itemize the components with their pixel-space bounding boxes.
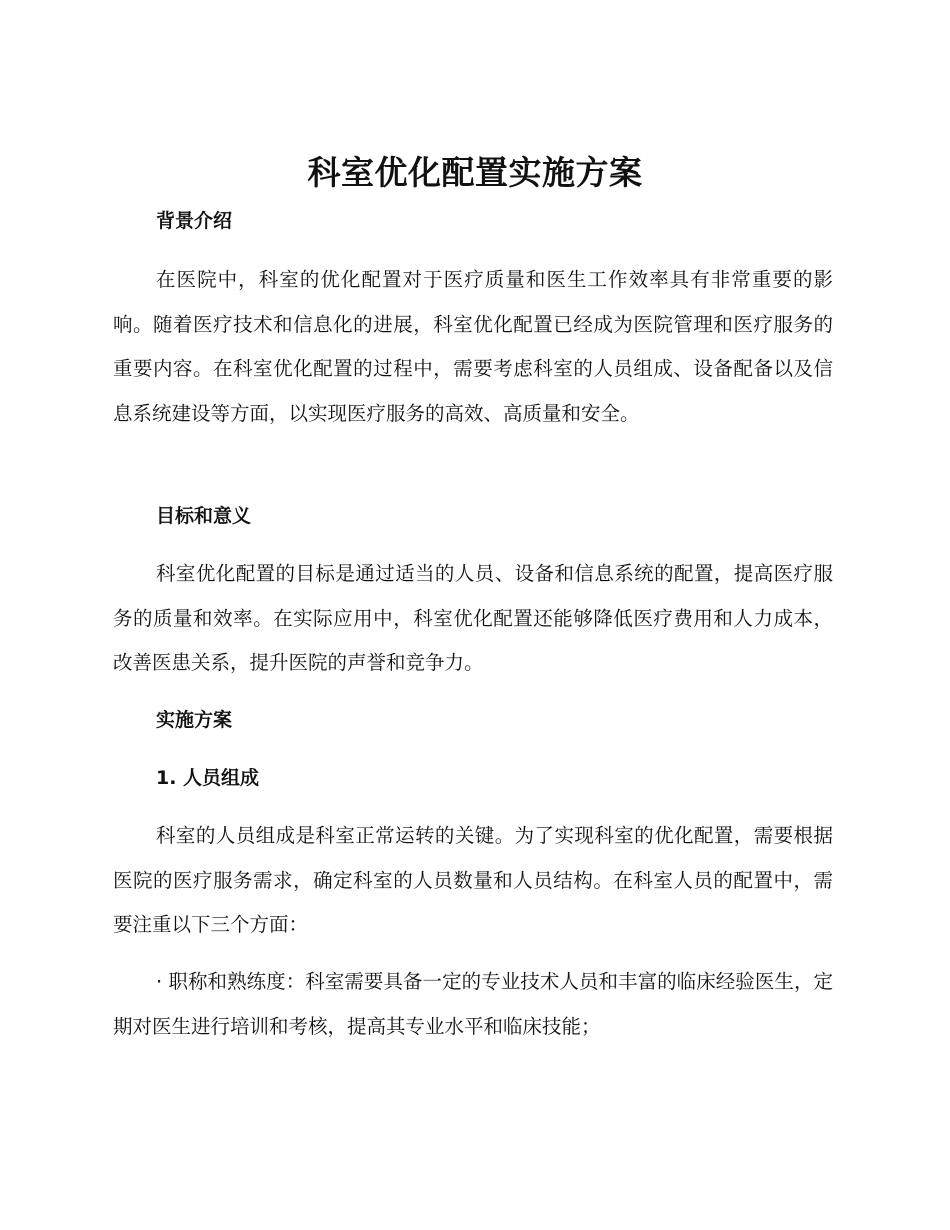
section-heading-background: 背景介绍 [156, 210, 233, 232]
document-title: 科室优化配置实施方案 [307, 153, 643, 192]
section-heading-goals: 目标和意义 [156, 505, 252, 527]
bullet-item-qualification: · 职称和熟练度：科室需要具备一定的专业技术人员和丰富的临床经验医生，定期对医生进行培训和考核，提高其专业水平和临床技能； [113, 970, 833, 1038]
paragraph-background: 在医院中，科室的优化配置对于医疗质量和医生工作效率具有非常重要的影响。随着医疗技术和信息化的进展，科室优化配置已经成为医院管理和医疗服务的重要内容。在科室优化配置的过程中，需要考虑科室的人员组成、设备配备以及信息系统建设等方面，以实现医疗服务的高效、高质量和安全。 [113, 268, 833, 425]
paragraph-goals: 科室优化配置的目标是通过适当的人员、设备和信息系统的配置，提高医疗服务的质量和效率。在实际应用中，科室优化配置还能够降低医疗费用和人力成本，改善医患关系，提升医院的声誉和竞争力。 [113, 562, 833, 674]
subsection-heading-staffing: 1. 人员组成 [156, 767, 260, 789]
section-heading-plan: 实施方案 [156, 709, 233, 731]
paragraph-staffing: 科室的人员组成是科室正常运转的关键。为了实现科室的优化配置，需要根据医院的医疗服务需求，确定科室的人员数量和人员结构。在科室人员的配置中，需要注重以下三个方面： [113, 824, 833, 936]
